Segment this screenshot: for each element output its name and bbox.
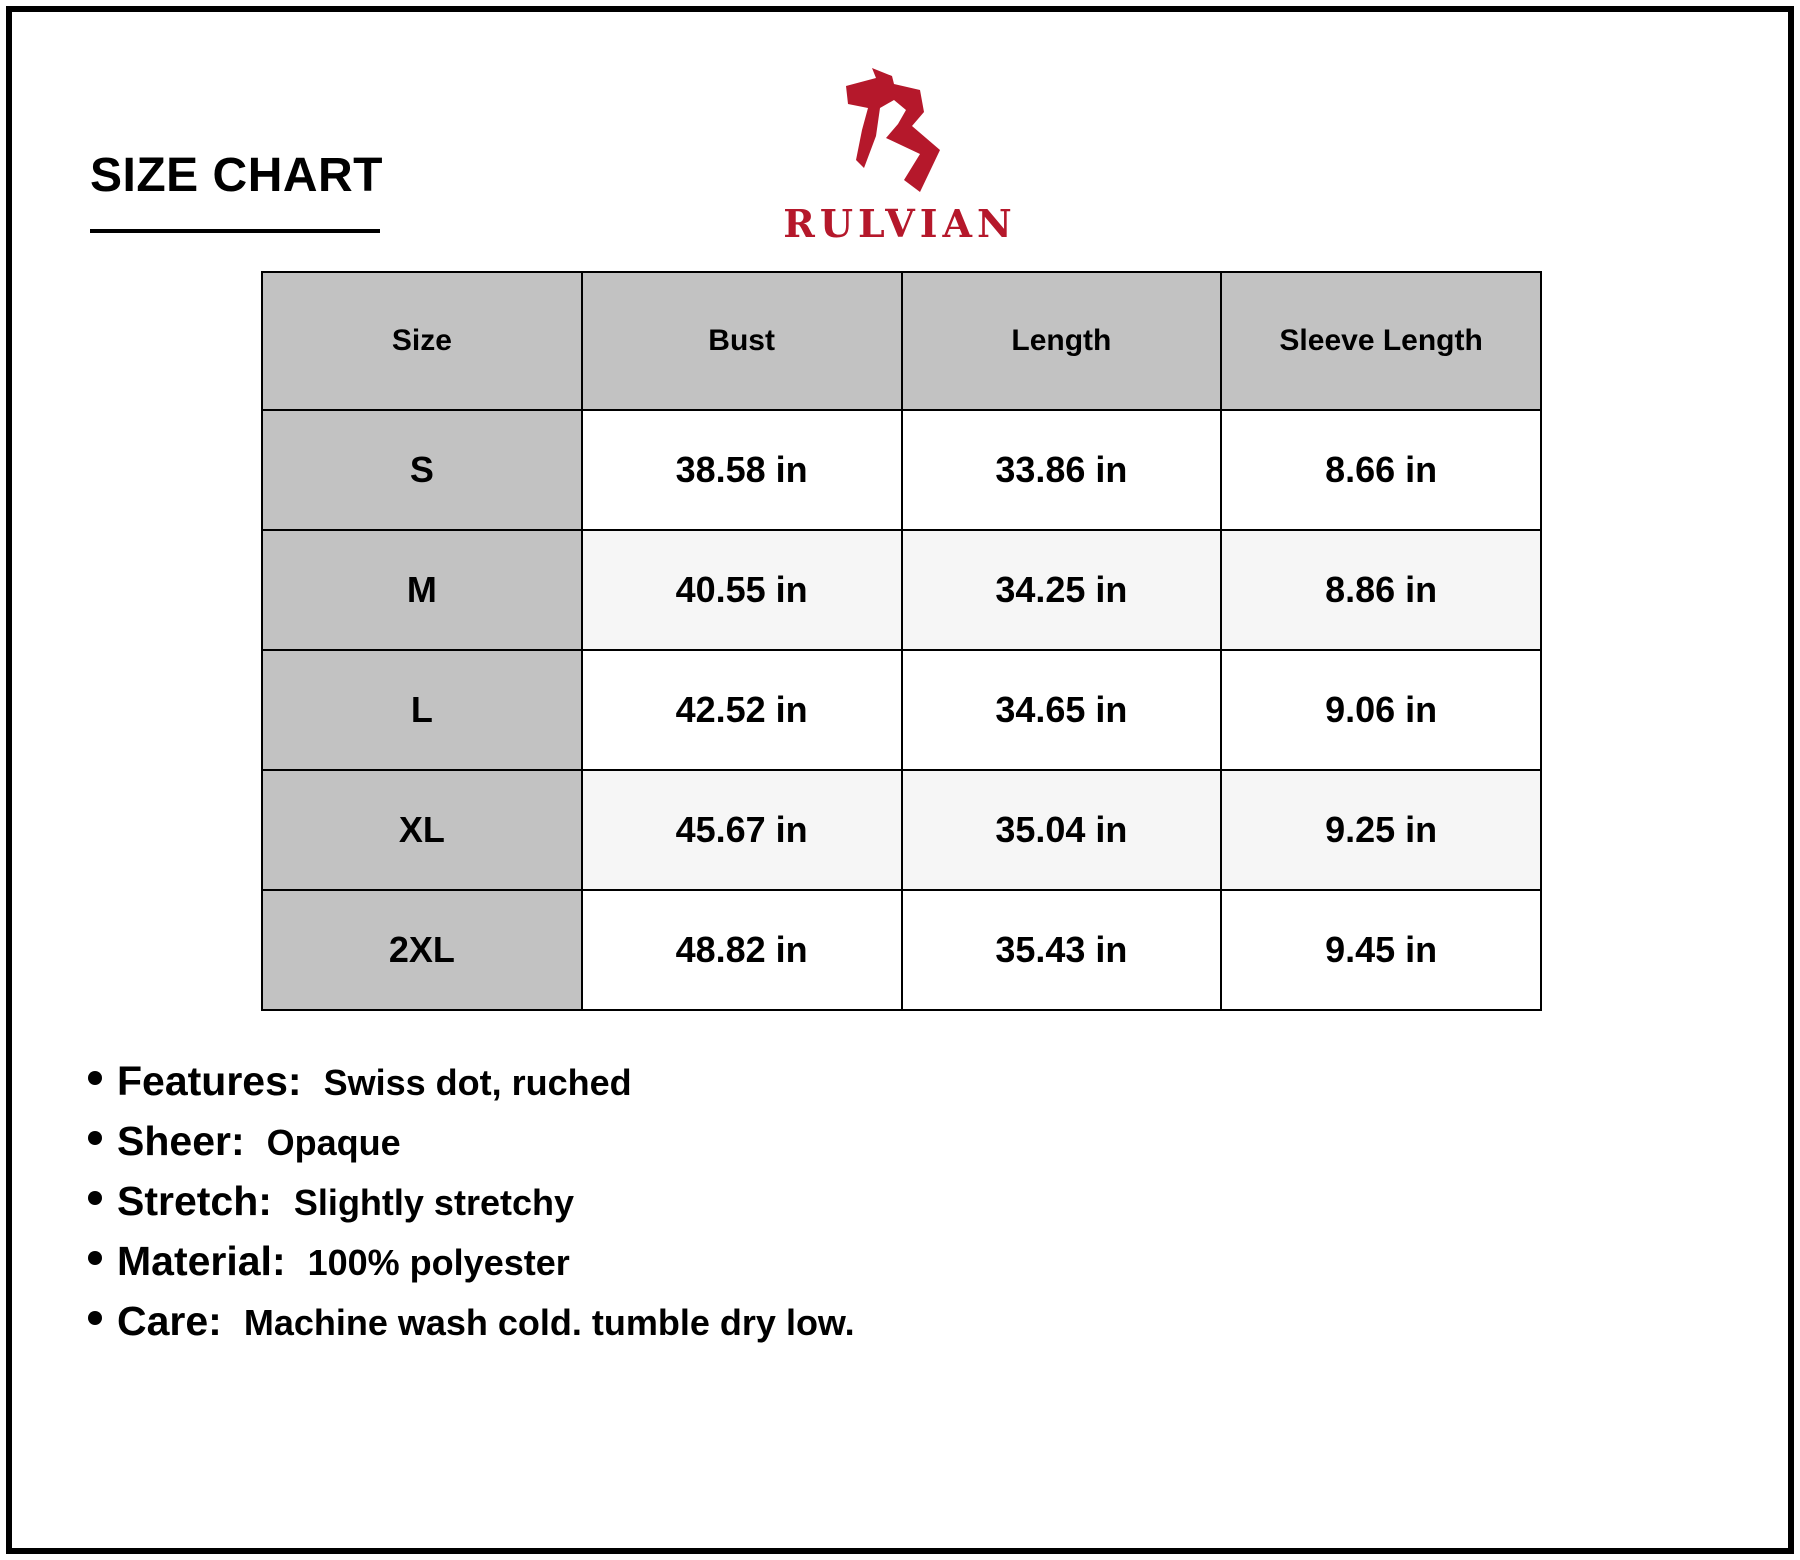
- spec-label: Material:: [117, 1238, 286, 1284]
- length-cell: 35.43 in: [902, 890, 1222, 1010]
- size-cell: L: [262, 650, 582, 770]
- table-row: [262, 530, 1541, 650]
- length-cell: 33.86 in: [902, 410, 1222, 530]
- sleeve-length-cell: 8.66 in: [1221, 410, 1541, 530]
- spec-value: Swiss dot, ruched: [323, 1062, 632, 1103]
- bust-cell: 48.82 in: [582, 890, 902, 1010]
- spec-item-features: [88, 1058, 855, 1118]
- spec-label: Features:: [117, 1058, 302, 1104]
- spec-item-material: [88, 1238, 855, 1298]
- spec-item-sheer: [88, 1118, 855, 1178]
- bust-cell: 42.52 in: [582, 650, 902, 770]
- column-header-sleeve-length: Sleeve Length: [1221, 272, 1541, 410]
- table-header-row: [262, 272, 1541, 410]
- table-row: [262, 890, 1541, 1010]
- spec-value: Machine wash cold. tumble dry low.: [243, 1302, 855, 1343]
- brand-r-monogram-icon: [840, 64, 960, 194]
- size-cell: XL: [262, 770, 582, 890]
- spec-label: Care:: [117, 1298, 222, 1344]
- spec-item-care: [88, 1298, 855, 1358]
- bust-cell: 38.58 in: [582, 410, 902, 530]
- spec-label: Stretch:: [117, 1178, 272, 1224]
- spec-value: Opaque: [266, 1122, 401, 1163]
- spec-label: Sheer:: [117, 1118, 245, 1164]
- column-header-size: Size: [262, 272, 582, 410]
- column-header-bust: Bust: [582, 272, 902, 410]
- page-title: SIZE CHART: [90, 149, 383, 202]
- brand-name: RULVIAN: [783, 201, 1017, 246]
- length-cell: 34.65 in: [902, 650, 1222, 770]
- sleeve-length-cell: 9.06 in: [1221, 650, 1541, 770]
- sleeve-length-cell: 8.86 in: [1221, 530, 1541, 650]
- table-row: [262, 410, 1541, 530]
- table-row: [262, 770, 1541, 890]
- product-specs-list: [88, 1058, 855, 1358]
- size-cell: M: [262, 530, 582, 650]
- bullet-icon: [88, 1251, 102, 1265]
- column-header-length: Length: [902, 272, 1222, 410]
- bullet-icon: [88, 1191, 102, 1205]
- spec-value: 100% polyester: [307, 1242, 570, 1283]
- length-cell: 35.04 in: [902, 770, 1222, 890]
- bullet-icon: [88, 1071, 102, 1085]
- bullet-icon: [88, 1311, 102, 1325]
- spec-value: Slightly stretchy: [293, 1182, 574, 1223]
- title-underline: [90, 229, 380, 233]
- size-cell: 2XL: [262, 890, 582, 1010]
- size-table: [261, 271, 1542, 1011]
- sleeve-length-cell: 9.45 in: [1221, 890, 1541, 1010]
- spec-item-stretch: [88, 1178, 855, 1238]
- length-cell: 34.25 in: [902, 530, 1222, 650]
- sleeve-length-cell: 9.25 in: [1221, 770, 1541, 890]
- brand-logo: [780, 64, 1020, 254]
- table-row: [262, 650, 1541, 770]
- bust-cell: 40.55 in: [582, 530, 902, 650]
- bust-cell: 45.67 in: [582, 770, 902, 890]
- size-cell: S: [262, 410, 582, 530]
- bullet-icon: [88, 1131, 102, 1145]
